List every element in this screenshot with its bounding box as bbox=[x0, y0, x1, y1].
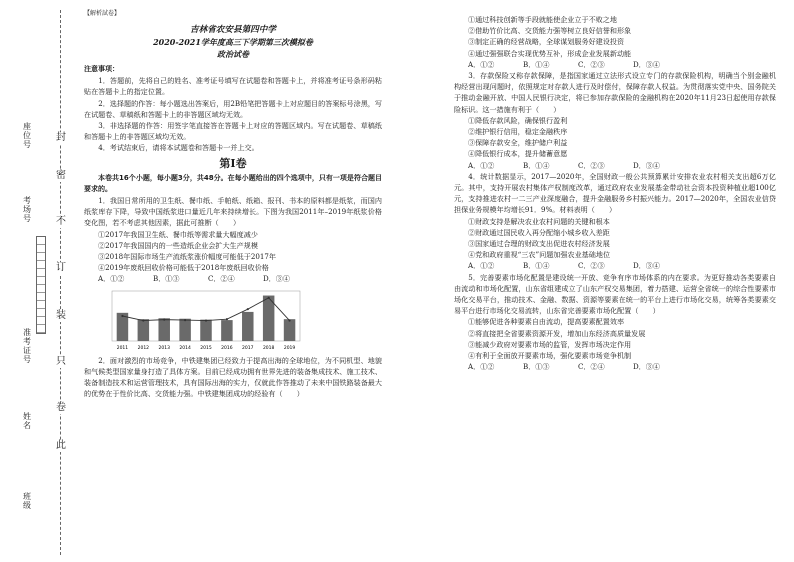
chart-tick-label: 2012 bbox=[137, 345, 150, 351]
seal-char: 密 bbox=[56, 170, 66, 181]
q2-choice-c[interactable]: C．②③ bbox=[578, 59, 605, 69]
q3-option: ③保障存款安全，维护储户利益 bbox=[468, 138, 568, 148]
q1-choice-b[interactable]: B．①③ bbox=[153, 274, 180, 284]
right-column bbox=[454, 14, 776, 373]
chart-tick-label: 2017 bbox=[242, 345, 254, 351]
q1-option: ①2017年我国卫生纸、餐巾纸等需求量大幅度减少 bbox=[98, 229, 258, 239]
chart-point bbox=[121, 315, 123, 317]
q1-choice-d[interactable]: D．③④ bbox=[263, 274, 290, 284]
q5-choice-c[interactable]: C．②④ bbox=[578, 362, 605, 372]
notice-title: 注意事项： bbox=[84, 65, 119, 73]
seal-char: 订 bbox=[56, 262, 66, 273]
seal-line bbox=[60, 10, 61, 555]
q4-choice-c[interactable]: C．②③ bbox=[578, 261, 605, 271]
q2-choice-a[interactable]: A．①② bbox=[468, 59, 495, 69]
doc-badge: 【解析試卷】 bbox=[84, 10, 121, 17]
q3-choices bbox=[454, 160, 776, 171]
q5-choice-a[interactable]: A．①② bbox=[468, 362, 495, 372]
q3-choice-d[interactable]: D．③④ bbox=[633, 160, 660, 170]
binding-strip bbox=[0, 0, 72, 562]
question-2-stem: 2．面对激烈的市场竞争，中铁建集团已经致力于提高出海的全球地位，为不同机型、地貌和气候类型国家量身打造了具体方案。目前已经成功拥有世界先进的装备集成技术、施工技术、装备制造技术和运营管理技术，具有国际出海的实力，仅就此作答推动了未来中国铁路装备最大的优势在于性价比高、交货能力强。中铁建集团成功的经验有（ ） bbox=[84, 355, 382, 399]
q4-choice-d[interactable]: D．③④ bbox=[633, 261, 660, 271]
question-4-stem: 4．统计数据显示，2017—2020年，全国财政一般公共预算累计安排农业农村相关支出超6万亿元。其中，支持开展农村集体产权制度改革，通过政府农业发展基金带动社会资本投资种植业超100亿元，支持推进农村一二三产业深度融合，提升金融服务乡村振兴能力。2017—2020年，全国农业信贷担保业务规模年均增长91．9%。材料表明（ ） bbox=[454, 171, 776, 215]
q5-choice-b[interactable]: B．①③ bbox=[523, 362, 550, 372]
q2-option: ①通过科技创新等手段就能使企业立于不败之地 bbox=[468, 15, 617, 24]
q1-option: ④2019年废纸回收价格可能低于2018年废纸回收价格 bbox=[98, 263, 269, 273]
q3-option: ④降低银行成本，提升储蓄意愿 bbox=[468, 149, 568, 159]
chart-tick-label: 2013 bbox=[158, 345, 170, 351]
chart-point bbox=[247, 308, 249, 310]
q3-choice-b[interactable]: B．①④ bbox=[523, 160, 550, 170]
chart-tick-label: 2016 bbox=[221, 345, 233, 351]
q1-choice-c[interactable]: C．②④ bbox=[208, 274, 235, 284]
field-label-exam-number: 准考证号 bbox=[23, 328, 31, 364]
q3-choice-c[interactable]: C．②③ bbox=[578, 160, 605, 170]
q2-option: ④通过强强联合实现优势互补，形成企业发展新动能 bbox=[468, 48, 632, 58]
notice-item: 3．非选择题的作答：用签字笔直接答在答题卡上对应的答题区域内。写在试题卷、草稿纸和答题卡上的非答题区域均无效。 bbox=[84, 121, 382, 142]
q1-option: ②2017年我国国内的一些造纸企业会扩大生产规模 bbox=[98, 240, 258, 250]
q3-option: ①降低存款风险，确保银行盈利 bbox=[468, 115, 568, 125]
question-3-stem: 3．存款保险又称存款保障，是指国家通过立法形式设立专门的存款保险机构，明确当个别金融机构经营出现问题时，依照规定对存款人进行及时偿付，保障存款人权益。为贯彻落实党中央、国务院关于推动金融开放、中国人民银行决定，将已参加存款保险的金融机构在2020年11月23日起使用存款保险标识。这一措施有利于（ ） bbox=[454, 71, 776, 114]
subject-title: 政治试卷 bbox=[217, 49, 249, 59]
left-column bbox=[84, 24, 382, 399]
chart-bar bbox=[200, 319, 211, 340]
school-name: 吉林省农安县第四中学 bbox=[190, 25, 276, 35]
pulp-price-chart bbox=[104, 287, 304, 351]
q4-option: ③国家通过合理的财政支出促进农村经济发展 bbox=[468, 239, 610, 249]
chart-tick-label: 2019 bbox=[283, 345, 296, 351]
q1-choice-a[interactable]: A．①② bbox=[98, 274, 125, 284]
q5-option: ④有利于全面放开要素市场，强化要素市场竞争机制 bbox=[468, 351, 632, 361]
q1-choices bbox=[84, 273, 382, 284]
chart-bar bbox=[284, 319, 295, 341]
q5-option: ①能够促进各种要素自由流动，提高要素配置效率 bbox=[468, 317, 625, 327]
q5-option: ③能减少政府对要素市场的监管，发挥市场决定作用 bbox=[468, 339, 632, 349]
chart-point bbox=[163, 318, 165, 320]
section-intro: 本卷共16个小题，每小题3分，共48分。在每小题给出的四个选项中，只有一项是符合题目要求的。 bbox=[84, 173, 382, 193]
q5-choice-d[interactable]: D．③④ bbox=[633, 362, 660, 372]
q4-option: ①财政支持是解决农业农村问题的关键和根本 bbox=[468, 216, 610, 226]
chart-bar bbox=[138, 319, 149, 341]
chart-point bbox=[288, 319, 290, 321]
chart-point bbox=[142, 319, 144, 321]
chart-point bbox=[268, 296, 270, 298]
q4-choice-a[interactable]: A．①② bbox=[468, 261, 495, 271]
field-label-class: 班级 bbox=[23, 492, 31, 510]
notice-item: 1．答题前，先将自己的姓名、准考证号填写在试题卷和答题卡上，并将准考证号条形码粘贴在答题卡上的指定位置。 bbox=[84, 76, 382, 97]
field-label-seat: 座位号 bbox=[23, 122, 31, 149]
seal-char: 装 bbox=[56, 310, 66, 321]
chart-point bbox=[205, 319, 207, 321]
seal-char: 不 bbox=[56, 216, 66, 227]
seal-char: 封 bbox=[56, 132, 66, 143]
seal-char: 只 bbox=[56, 356, 66, 367]
chart-bar bbox=[242, 312, 253, 341]
chart-tick-label: 2015 bbox=[200, 345, 212, 351]
q1-option: ③2018年国际市场生产流纸浆涨价幅度可能低于2017年 bbox=[98, 252, 276, 262]
notice-item: 4．考试结束后，请将本试题卷和答题卡一并上交。 bbox=[98, 143, 259, 153]
question-1-stem: 1．我国日常所用的卫生纸、餐巾纸、手帕纸、纸箱、报刊、书本的原料都是纸浆，而国内纸浆库存下降，导致中国纸浆进口量近几年来持续增长。下图为我国2011年–2019年纸浆价格变化图，若不考虑其他因素，据此可推断（ ） bbox=[84, 196, 382, 228]
q4-option: ④党和政府重视“三农”问题加强农业基础地位 bbox=[468, 250, 611, 260]
field-label-name: 姓名 bbox=[23, 412, 31, 430]
q2-option: ②借助竹价比高、交货能力强等树立良好信誉和形象 bbox=[468, 26, 632, 36]
chart-point bbox=[226, 318, 228, 320]
question-5-stem: 5．完善要素市场化配置是建设统一开放、竞争有序市场体系的内在要求。为更好推动各类要素自由流动和市场化配置，山东省组建成立了山东产权交易集团，着力搭建、运营全省统一的综合性要素市场化交易平台，推动技术、金融、数据、资源等要素在统一的平台上进行市场化交易，统筹各类要素交易平台进行市场化交易流转，山东省完善要素市场化配置（ ） bbox=[454, 272, 776, 316]
chart-tick-label: 2011 bbox=[116, 345, 129, 351]
volume-title: 第Ⅰ卷 bbox=[219, 156, 247, 170]
notice-item: 2．选择题的作答：每小题选出答案后，用2B铅笔把答题卡上对应题目的答案标号涂黑，写在试题卷、草稿纸和答题卡上的非答题区域均无效。 bbox=[84, 98, 382, 119]
q4-option: ②财政通过国民收入再分配缩小城乡收入差距 bbox=[468, 227, 610, 237]
chart-bar bbox=[221, 320, 232, 341]
q5-choices bbox=[454, 361, 776, 372]
q2-choice-b[interactable]: B．①④ bbox=[523, 59, 550, 69]
q2-choices bbox=[454, 59, 776, 70]
seal-char: 卷 bbox=[56, 402, 66, 413]
chart-bar bbox=[158, 318, 169, 341]
q2-choice-d[interactable]: D．③④ bbox=[633, 59, 660, 69]
chart-svg bbox=[104, 287, 304, 351]
field-label-room: 考场号 bbox=[23, 196, 31, 223]
exam-title: 2020-2021学年度高三下学期第三次模拟卷 bbox=[153, 37, 313, 47]
chart-tick-label: 2018 bbox=[262, 345, 275, 351]
q4-choices bbox=[454, 260, 776, 271]
q3-option: ②维护银行信用，稳定金融秩序 bbox=[468, 127, 568, 137]
q3-choice-a[interactable]: A．①② bbox=[468, 160, 495, 170]
q4-choice-b[interactable]: B．①④ bbox=[523, 261, 550, 271]
q2-option: ③制定正确的经营战略，全球谋划服务好建设投资 bbox=[468, 37, 625, 47]
exam-number-boxes[interactable] bbox=[36, 236, 46, 334]
chart-bar bbox=[179, 318, 190, 340]
chart-point bbox=[184, 319, 186, 321]
seal-char: 此 bbox=[56, 440, 66, 451]
q5-option: ②将直接把全省要素资源开发，增加山东经济高质量发展 bbox=[468, 328, 646, 338]
chart-tick-label: 2014 bbox=[179, 345, 191, 351]
